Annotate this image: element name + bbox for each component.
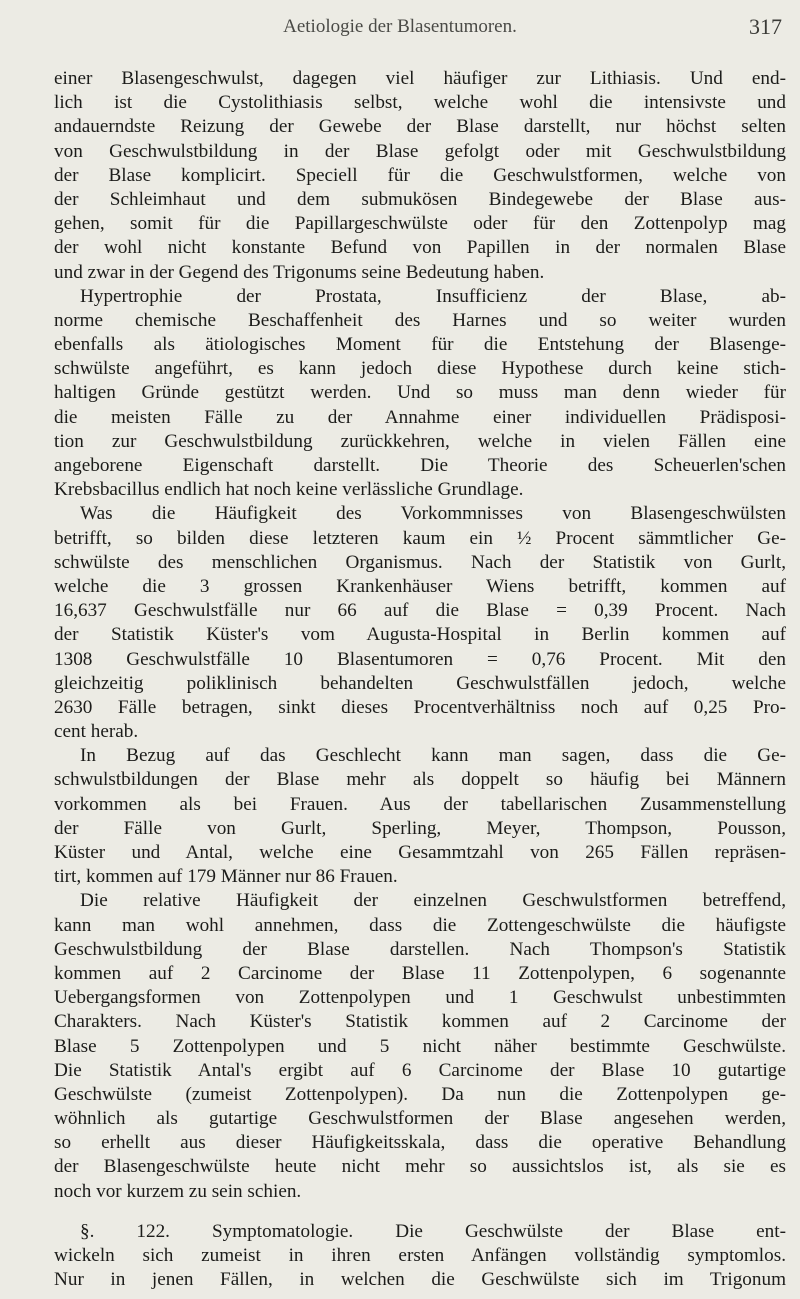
text-line: Was die Häufigkeit des Vorkommnisses von Blasengeschwülsten — [80, 503, 786, 525]
text-line: ebenfalls als ätiologisches Moment für die Entstehung der Blasenge- — [54, 334, 786, 356]
text-line: wickeln sich zumeist in ihren ersten Anfängen vollständig symptomlos. — [54, 1245, 786, 1266]
text-line: schwulstbildungen der Blase mehr als doppelt so häufig bei Männern — [54, 769, 786, 791]
text-line: vorkommen als bei Frauen. Aus der tabellarischen Zusammenstellung — [54, 793, 786, 815]
text-line: die meisten Fälle zu der Annahme einer individuellen Prädisposi- — [54, 406, 786, 428]
section-gap — [54, 1204, 786, 1220]
text-line: Uebergangsformen von Zottenpolypen und 1 Geschwulst unbestimmten — [54, 987, 786, 1009]
text-line: betrifft, so bilden diese letzteren kaum ein ½ Procent sämmtlicher Ge- — [54, 527, 786, 549]
text-line: noch vor kurzem zu sein schien. — [54, 1180, 302, 1202]
text-line: haltigen Gründe gestützt werden. Und so muss man denn wieder für — [54, 382, 786, 404]
text-line: der Fälle von Gurlt, Sperling, Meyer, Thompson, Pousson, — [54, 817, 786, 839]
text-line: von Geschwulstbildung in der Blase gefolgt oder mit Geschwulstbildung — [54, 140, 786, 162]
text-line: andauerndste Reizung der Gewebe der Blase darstellt, nur höchst selten — [54, 116, 786, 138]
text-line: angeborene Eigenschaft darstellt. Die Theorie des Scheuerlen'schen — [54, 455, 786, 476]
text-line: Küster und Antal, welche eine Gesammtzahl von 265 Fällen repräsen- — [54, 842, 786, 863]
text-line: Krebsbacillus endlich hat noch keine verlässliche Grundlage. — [54, 479, 524, 501]
text-line: und zwar in der Gegend des Trigonums seine Bedeutung haben. — [54, 261, 545, 283]
text-line: der Blasengeschwülste heute nicht mehr so aussichtslos ist, als sie es — [54, 1156, 786, 1178]
text-line: norme chemische Beschaffenheit des Harnes und so weiter wurden — [54, 309, 786, 331]
text-line: gehen, somit für die Papillargeschwülste oder für den Zottenpolyp mag — [54, 213, 786, 235]
text-line: Die relative Häufigkeit der einzelnen Geschwulstformen betreffend, — [80, 890, 786, 912]
text-line: der wohl nicht konstante Befund von Papillen in der normalen Blase — [54, 237, 786, 259]
text-line: Nur in jenen Fällen, in welchen die Geschwülste sich im Trigonum — [54, 1269, 786, 1291]
text-line: welche die 3 grossen Krankenhäuser Wiens betrifft, kommen auf — [54, 575, 786, 597]
text-line: lich ist die Cystolithiasis selbst, welche wohl die intensivste und — [54, 92, 786, 114]
text-line: tion zur Geschwulstbildung zurückkehren, welche in vielen Fällen eine — [54, 430, 786, 452]
text-line: Blase 5 Zottenpolypen und 5 nicht näher bestimmte Geschwülste. — [54, 1035, 786, 1057]
page-header — [0, 10, 800, 50]
text-line: 1308 Geschwulstfälle 10 Blasentumoren = 0,76 Procent. Mit den — [54, 648, 786, 670]
text-line: wöhnlich als gutartige Geschwulstformen der Blase angesehen werden, — [54, 1108, 786, 1130]
text-line: schwülste des menschlichen Organismus. Nach der Statistik von Gurlt, — [54, 551, 786, 573]
running-title: Aetiologie der Blasentumoren. — [283, 16, 517, 37]
text-line: kommen auf 2 Carcinome der Blase 11 Zottenpolypen, 6 sogenannte — [54, 962, 786, 984]
text-line: der Blase komplicirt. Speciell für die Geschwulstformen, welche von — [54, 164, 786, 186]
text-line: In Bezug auf das Geschlecht kann man sagen, dass die Ge- — [80, 745, 786, 767]
text-line: gleichzeitig poliklinisch behandelten Geschwulstfällen jedoch, welche — [54, 672, 786, 694]
text-line: Geschwülste (zumeist Zottenpolypen). Da nun die Zottenpolypen ge- — [54, 1083, 786, 1105]
text-line: der Statistik Küster's vom Augusta-Hospital in Berlin kommen auf — [54, 624, 786, 646]
text-line: der Schleimhaut und dem submukösen Bindegewebe der Blase aus- — [54, 188, 786, 210]
text-line: Geschwulstbildung der Blase darstellen. Nach Thompson's Statistik — [54, 938, 786, 960]
text-line: kann man wohl annehmen, dass die Zottengeschwülste die häufigste — [54, 914, 786, 936]
text-line: 16,637 Geschwulstfälle nur 66 auf die Blase = 0,39 Procent. Nach — [54, 600, 786, 622]
section-heading-line: §. 122. Symptomatologie. Die Geschwülste der Blase ent- — [80, 1220, 786, 1242]
text-line: Hypertrophie der Prostata, Insufficienz der Blase, ab- — [80, 285, 786, 307]
body-text — [54, 67, 786, 1292]
text-line: schwülste angeführt, es kann jedoch diese Hypothese durch keine stich- — [54, 358, 786, 380]
text-line: cent herab. — [54, 721, 139, 743]
page-number: 317 — [749, 14, 782, 39]
text-line: tirt, kommen auf 179 Männer nur 86 Frauen. — [54, 866, 398, 888]
text-line: Charakters. Nach Küster's Statistik kommen auf 2 Carcinome der — [54, 1011, 786, 1033]
text-line: 2630 Fälle betragen, sinkt dieses Procentverhältniss noch auf 0,25 Pro- — [54, 696, 786, 718]
text-line: so erhellt aus dieser Häufigkeitsskala, dass die operative Behandlung — [54, 1132, 786, 1154]
text-line: Die Statistik Antal's ergibt auf 6 Carcinome der Blase 10 gutartige — [54, 1059, 786, 1081]
text-line: einer Blasengeschwulst, dagegen viel häufiger zur Lithiasis. Und end- — [54, 68, 786, 89]
